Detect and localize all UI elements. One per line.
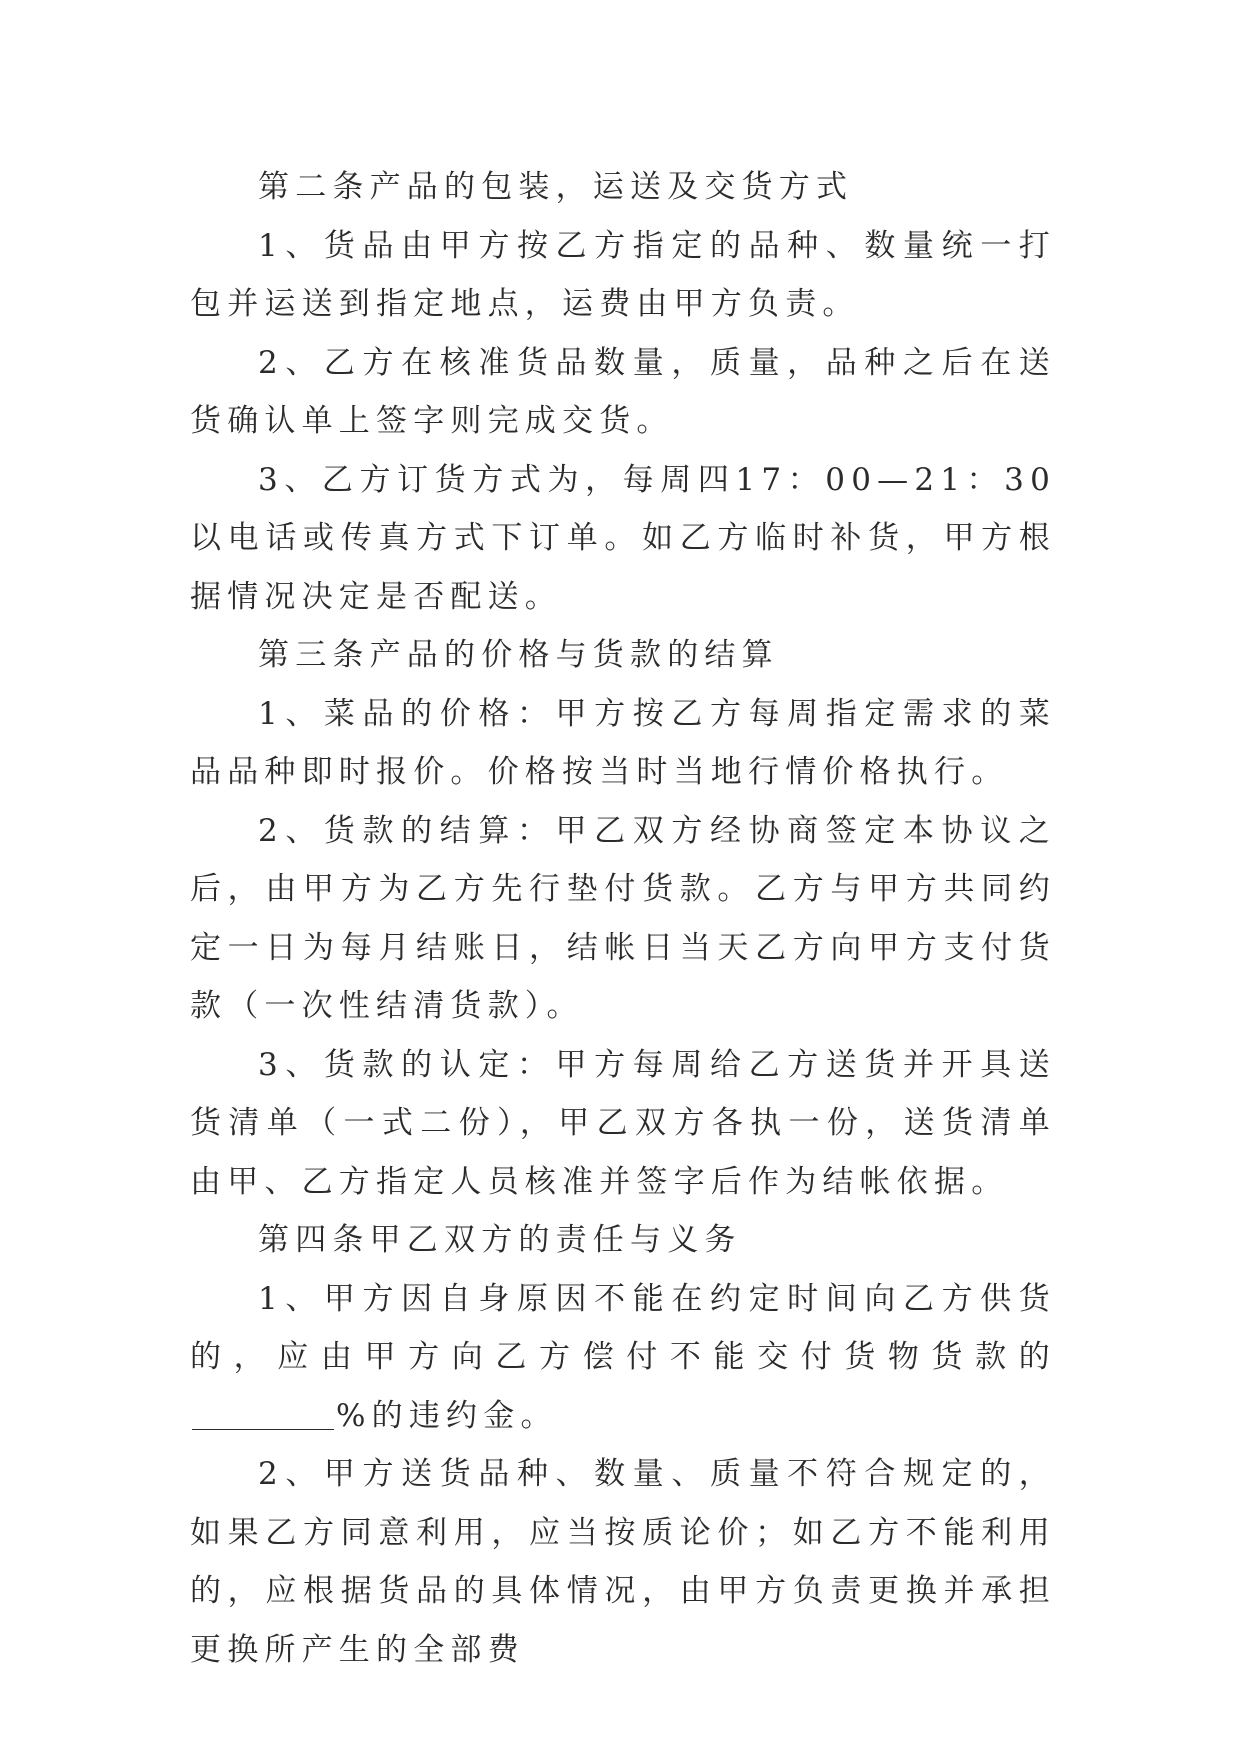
section-heading-3: 第三条产品的价格与货款的结算 bbox=[258, 637, 779, 673]
clause-3-2: 2、货款的结算：甲乙双方经协商签定本协议之后，由甲方为乙方先行垫付货款。乙方与甲方共同约定一日为每月结账日，结帐日当天乙方向甲方支付货款（一次性结清货款）。 bbox=[190, 812, 1056, 1024]
clause-4-2: 2、甲方送货品种、数量、质量不符合规定的，如果乙方同意利用，应当按质论价；如乙方不能利用的，应根据货品的具体情况，由甲方负责更换并承担更换所产生的全部费 bbox=[190, 1456, 1056, 1668]
section-heading-2: 第二条产品的包装，运送及交货方式 bbox=[258, 169, 854, 205]
section-heading-4: 第四条甲乙双方的责任与义务 bbox=[258, 1222, 742, 1258]
clause-2-2: 2、乙方在核准货品数量，质量，品种之后在送货确认单上签字则完成交货。 bbox=[190, 344, 1056, 439]
clause-3-1: 1、菜品的价格：甲方按乙方每周指定需求的菜品品种即时报价。价格按当时当地行情价格执行。 bbox=[190, 695, 1056, 790]
clause-4-1-suffix: %的违约金。 bbox=[336, 1397, 558, 1434]
document-body bbox=[190, 158, 1056, 1679]
clause-2-1: 1、货品由甲方按乙方指定的品种、数量统一打包并运送到指定地点，运费由甲方负责。 bbox=[190, 227, 1056, 322]
clause-4-1 bbox=[190, 1270, 1056, 1446]
blank-underline bbox=[192, 1399, 334, 1430]
clause-2-3: 3、乙方订货方式为，每周四17：00—21：30以电话或传真方式下订单。如乙方临时补货，甲方根据情况决定是否配送。 bbox=[190, 461, 1056, 615]
clause-4-1-text: 1、甲方因自身原因不能在约定时间向乙方供货的，应由甲方向乙方偿付不能交付货物货款的 bbox=[190, 1280, 1056, 1375]
clause-3-3: 3、货款的认定：甲方每周给乙方送货并开具送货清单（一式二份），甲乙双方各执一份，送货清单由甲、乙方指定人员核准并签字后作为结帐依据。 bbox=[190, 1046, 1056, 1200]
